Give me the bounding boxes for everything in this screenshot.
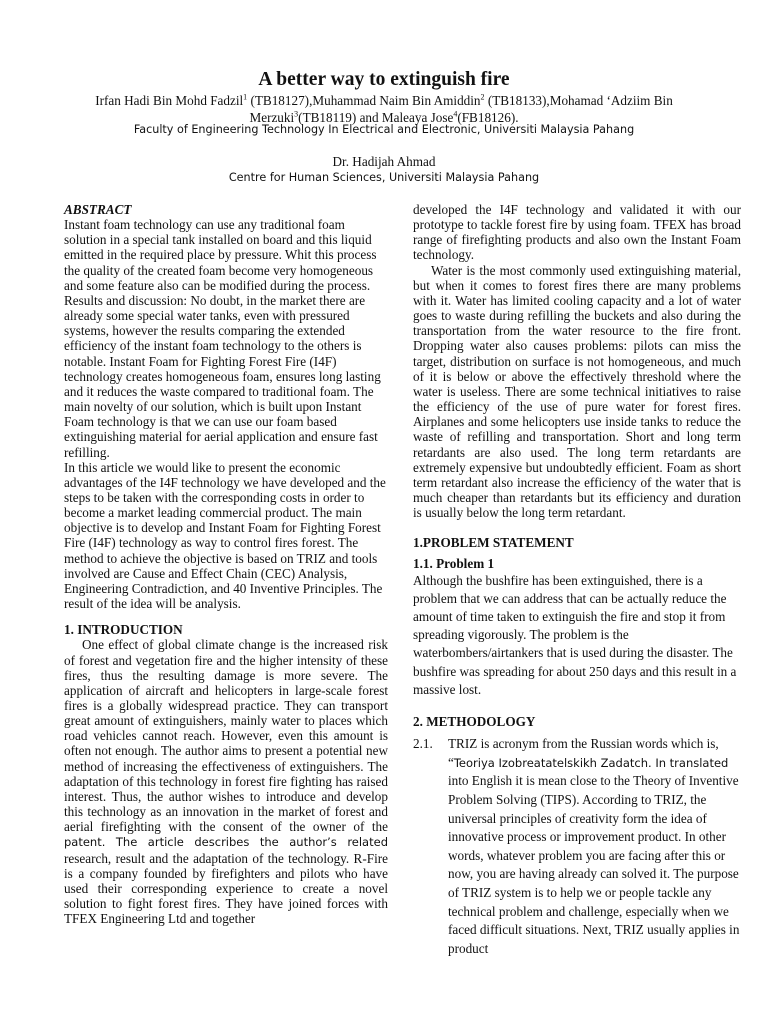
introduction-continued: developed the I4F technology and validated it with our prototype to tackle forest fire by using foam. TFEX has broad range of firefighting products and also own the Instant Foam technology. bbox=[413, 202, 741, 263]
introduction-text: One effect of global climate change is the increased risk of forest and vegetation fire and the higher intensity of these fires, thus the resulting damage is more severe. The application of aircraft and helicopters in large-scale forest fires is a globally widespread practice. They can transport great amount of extinguishers, mainly water to places which road vehicles cannot reach. However, even this amount is often not enough. The author aims to present a potential new method of increasing the effectiveness of extinguishers. The adaptation of this technology in forest fire fighting has raised interest. Thus, the author wishes to introduce and develop this technology as an innovation in the market of forest and aerial firefighting with the consent of the owner of the bbox=[64, 637, 388, 835]
author-name: Mohamad ‘Adziim Bin Merzuki bbox=[249, 93, 673, 125]
author-id: (TB18133), bbox=[484, 93, 550, 108]
methodology-item-text bbox=[448, 735, 741, 958]
advisor-name: Dr. Hadijah Ahmad bbox=[332, 154, 436, 169]
section-heading-introduction: 1. INTRODUCTION bbox=[64, 622, 183, 638]
introduction-text: patent. The article describes the author’s related bbox=[64, 835, 388, 850]
author-name: Irfan Hadi Bin Mohd Fadzil bbox=[95, 93, 244, 108]
introduction-text: research, result and the adaptation of the technology. R-Fire is a company founded by firefighters and pilots who have used their corresponding experience to create a novel solution to fight forest fires. They have joined forces with TFEX Engineering Ltd and together bbox=[64, 850, 388, 927]
author-name: Maleaya Jose bbox=[381, 110, 454, 125]
problem-paragraph: Although the bushfire has been extinguished, there is a problem that we can address that can be actually reduce the amount of time taken to extinguish the fire and stop it from spreading vigorously. The problem is the waterbombers/airtankers that is used during the disaster. The bushfire was spreading for about 250 days and this result in a massive lost. bbox=[413, 572, 737, 697]
section-heading-problem: 1.PROBLEM STATEMENT bbox=[413, 535, 574, 551]
author-list bbox=[78, 92, 690, 126]
methodology-text: into English it is mean close to the Theory of Inventive Problem Solving (TIPS). According to TRIZ, the universal principles of creativity form the idea of innovative process or improvement product. In other words, whatever problem you are facing after this or now, you are having already can solved it. The purpose of TRIZ system is to help we or people tackle any technical problem and challenge, especially when we faced difficult situations. Next, TRIZ usually applies in product bbox=[448, 773, 740, 956]
author-affil-mark: 4 bbox=[453, 109, 458, 119]
introduction-paragraph: Water is the most commonly used extinguishing material, but when it comes to forest fires there are many problems with it. Water has limited cooling capacity and a lot of water goes to waste during refilling the buckets and also during the transportation from the water resource to the fire front. Dropping water also causes problems: pilots can miss the target, distribution on surface is not homogeneous, and much of it is below or above the effectively threshold where the water is useless. There are some technical initiatives to raise the efficiency of the use of pure water for forest fires. Airplanes and some helicopters use inside tanks to reduce the waste of refilling and transportation. Short and long term retardants are also used. The long term retardants are extremely expensive but undoubtedly efficient. Foam as short term retardant also increase the efficiency of the water that is much cheaper than retardants but its efficiency and duration is usually below the long term retardant. bbox=[413, 262, 741, 521]
methodology-text: TRIZ is acronym from the Russian words which is, “ bbox=[448, 736, 719, 770]
abstract-paragraph: In this article we would like to present the economic advantages of the I4F technology we have developed and the steps to be taken with the corresponding costs in order to become a market leading commercial product. The main objective is to develop and Instant Foam for Fighting Forest Fire (I4F) technology as way to control fires forest. The method to achieve the objective is based on TRIZ and tools involved are Cause and Effect Chain (CEC) Analysis, Engineering Contradiction, and 40 Inventive Principles. The result of the idea will be analysis. bbox=[64, 459, 386, 612]
author-affiliation: Faculty of Engineering Technology In Electrical and Electronic, Universiti Malaysia Pahang bbox=[133, 123, 635, 136]
author-affil-mark: 3 bbox=[294, 109, 299, 119]
methodology-item-number: 2.1. bbox=[413, 736, 433, 752]
paper-title: A better way to extinguish fire bbox=[258, 69, 510, 90]
right-column bbox=[413, 202, 741, 958]
left-column bbox=[64, 202, 388, 926]
author-id: (TB18119) and bbox=[298, 110, 382, 125]
author-id: (FB18126). bbox=[457, 110, 519, 125]
author-affil-mark: 1 bbox=[243, 92, 248, 102]
author-affil-mark: 2 bbox=[480, 92, 485, 102]
advisor-affiliation: Centre for Human Sciences, Universiti Malaysia Pahang bbox=[228, 171, 540, 184]
subsection-heading-problem-1: 1.1. Problem 1 bbox=[413, 556, 495, 572]
section-heading-methodology: 2. METHODOLOGY bbox=[413, 714, 536, 730]
introduction-paragraph bbox=[64, 637, 388, 926]
methodology-item bbox=[413, 735, 741, 958]
author-name: Muhammad Naim Bin Amiddin bbox=[312, 93, 481, 108]
author-id: (TB18127), bbox=[247, 93, 313, 108]
abstract-paragraph: Instant foam technology can use any traditional foam solution in a special tank installed on board and this liquid emitted in the required place by pressure. Whit this process the quality of the created foam become very homogeneous and some feature also can be modified during the process. Results and discussion: No doubt, in the market there are already some special water tanks, even with pressured systems, however the results comparing the extended efficiency of the instant foam technology to the others is notable. Instant Foam for Fighting Forest Fire (I4F) technology creates homogeneous foam, ensures long lasting and it reduces the waste compared to traditional foam. The main novelty of our solution, which is built upon Instant Foam technology is that we can use our foam based extinguishing material for aerial application and ensure fast refilling. bbox=[64, 217, 381, 460]
methodology-text: Teoriya Izobreatatelskikh Zadatch. In translated bbox=[453, 755, 729, 770]
abstract-heading: ABSTRACT bbox=[64, 202, 132, 217]
